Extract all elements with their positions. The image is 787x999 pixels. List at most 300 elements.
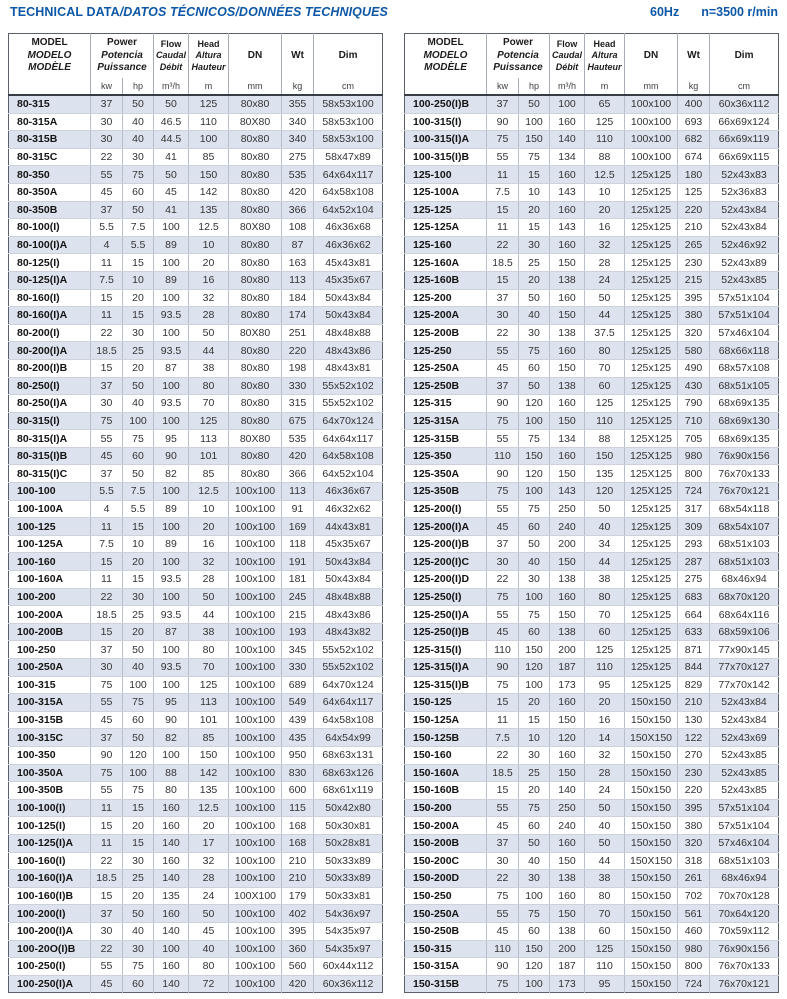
unit-head: m xyxy=(189,78,229,95)
table-row xyxy=(9,799,383,817)
wt-cell: 702 xyxy=(678,887,710,905)
dn-cell: 100x100 xyxy=(229,852,282,870)
table-row xyxy=(405,236,779,254)
dn-cell: 125x125 xyxy=(625,588,678,606)
wt-cell: 664 xyxy=(678,606,710,624)
head-cell: 10 xyxy=(189,236,229,254)
model-cell: 125-350B xyxy=(405,483,487,501)
hp-cell: 100 xyxy=(519,975,550,993)
table-row xyxy=(9,571,383,589)
dn-cell: 125x125 xyxy=(625,307,678,325)
head-cell: 24 xyxy=(585,271,625,289)
dn-cell: 125X125 xyxy=(625,447,678,465)
kw-cell: 45 xyxy=(91,183,123,201)
flow-cell: 41 xyxy=(154,148,189,166)
head-cell: 125 xyxy=(585,641,625,659)
wt-cell: 118 xyxy=(282,535,314,553)
wt-cell: 220 xyxy=(282,342,314,360)
dn-cell: 80x80 xyxy=(229,359,282,377)
dn-cell: 125x125 xyxy=(625,166,678,184)
model-cell: 80-315(I)B xyxy=(9,447,91,465)
dn-cell: 150x150 xyxy=(625,711,678,729)
dim-cell: 68x63x126 xyxy=(314,764,383,782)
head-cell: 88 xyxy=(585,430,625,448)
kw-cell: 55 xyxy=(91,782,123,800)
wt-cell: 287 xyxy=(678,553,710,571)
col-header-head: Head Altura Hauteur xyxy=(189,34,229,79)
dn-cell: 80x80 xyxy=(229,465,282,483)
head-cell: 70 xyxy=(189,659,229,677)
head-cell: 28 xyxy=(189,870,229,888)
table-body-right xyxy=(405,95,779,993)
hp-cell: 30 xyxy=(519,870,550,888)
flow-cell: 160 xyxy=(550,289,585,307)
table-row xyxy=(9,201,383,219)
model-cell: 80-315(I)A xyxy=(9,430,91,448)
dn-cell: 150x150 xyxy=(625,799,678,817)
head-cell: 135 xyxy=(585,465,625,483)
flow-cell: 200 xyxy=(550,940,585,958)
flow-cell: 134 xyxy=(550,430,585,448)
table-row xyxy=(405,377,779,395)
dn-cell: 150x150 xyxy=(625,746,678,764)
kw-cell: 22 xyxy=(91,148,123,166)
wt-cell: 535 xyxy=(282,430,314,448)
flow-cell: 150 xyxy=(550,711,585,729)
head-cell: 20 xyxy=(189,518,229,536)
head-cell: 20 xyxy=(189,254,229,272)
dn-cell: 80x80 xyxy=(229,148,282,166)
kw-cell: 18.5 xyxy=(91,606,123,624)
table-row xyxy=(9,166,383,184)
table-row xyxy=(405,887,779,905)
table-row xyxy=(405,782,779,800)
dn-cell: 125x125 xyxy=(625,324,678,342)
table-row xyxy=(9,219,383,237)
head-cell: 80 xyxy=(189,958,229,976)
head-cell: 142 xyxy=(189,764,229,782)
wt-cell: 230 xyxy=(678,254,710,272)
model-cell: 150-125 xyxy=(405,694,487,712)
hp-cell: 5.5 xyxy=(123,500,154,518)
flow-cell: 93.5 xyxy=(154,342,189,360)
table-row xyxy=(9,975,383,993)
wt-cell: 830 xyxy=(282,764,314,782)
model-cell: 100-350B xyxy=(9,782,91,800)
flow-cell: 100 xyxy=(154,676,189,694)
model-cell: 125-200B xyxy=(405,324,487,342)
dn-cell: 125x125 xyxy=(625,518,678,536)
dn-cell: 100X100 xyxy=(229,887,282,905)
wt-cell: 210 xyxy=(678,694,710,712)
hp-cell: 60 xyxy=(123,975,154,993)
head-cell: 32 xyxy=(189,852,229,870)
wt-cell: 275 xyxy=(678,571,710,589)
flow-cell: 143 xyxy=(550,219,585,237)
hp-cell: 100 xyxy=(123,676,154,694)
head-cell: 80 xyxy=(585,887,625,905)
model-cell: 150-200 xyxy=(405,799,487,817)
wt-cell: 439 xyxy=(282,711,314,729)
table-row xyxy=(9,254,383,272)
hp-cell: 75 xyxy=(519,905,550,923)
dim-cell: 66x69x115 xyxy=(710,148,779,166)
head-cell: 65 xyxy=(585,95,625,113)
dn-cell: 100x100 xyxy=(229,535,282,553)
head-cell: 44 xyxy=(585,553,625,571)
wt-cell: 220 xyxy=(678,201,710,219)
head-cell: 72 xyxy=(189,975,229,993)
hp-cell: 100 xyxy=(519,483,550,501)
dn-cell: 150X150 xyxy=(625,852,678,870)
dim-cell: 52x43x85 xyxy=(710,746,779,764)
kw-cell: 55 xyxy=(91,166,123,184)
model-cell: 80-315(I)C xyxy=(9,465,91,483)
model-cell: 100-250(I) xyxy=(9,958,91,976)
model-cell: 80-315B xyxy=(9,131,91,149)
hp-cell: 150 xyxy=(519,641,550,659)
table-row xyxy=(405,852,779,870)
flow-cell: 50 xyxy=(154,95,189,113)
dim-cell: 45x35x67 xyxy=(314,271,383,289)
dn-cell: 100x100 xyxy=(229,799,282,817)
dim-cell: 58x53x100 xyxy=(314,95,383,113)
kw-cell: 37 xyxy=(487,535,519,553)
kw-cell: 11 xyxy=(487,219,519,237)
model-cell: 80-250(I)A xyxy=(9,395,91,413)
dn-cell: 100x100 xyxy=(229,782,282,800)
flow-cell: 200 xyxy=(550,535,585,553)
hp-cell: 50 xyxy=(123,377,154,395)
dim-cell: 64x58x108 xyxy=(314,711,383,729)
model-cell: 100-125(I) xyxy=(9,817,91,835)
head-cell: 70 xyxy=(585,606,625,624)
table-row xyxy=(405,870,779,888)
dn-cell: 125x125 xyxy=(625,201,678,219)
dim-cell: 48x48x88 xyxy=(314,324,383,342)
col-header-flow: Flow Caudal Débit xyxy=(550,34,585,79)
head-cell: 28 xyxy=(585,764,625,782)
kw-cell: 55 xyxy=(91,694,123,712)
hp-cell: 50 xyxy=(123,905,154,923)
dn-cell: 80X80 xyxy=(229,430,282,448)
dn-cell: 150x150 xyxy=(625,694,678,712)
unit-wt: kg xyxy=(282,78,314,95)
model-cell: 100-200(I) xyxy=(9,905,91,923)
col-header-model: MODEL MODELO MODÈLE xyxy=(9,34,91,79)
kw-cell: 37 xyxy=(91,641,123,659)
dim-cell: 64x70x124 xyxy=(314,412,383,430)
kw-cell: 18.5 xyxy=(91,870,123,888)
dn-cell: 100x100 xyxy=(625,148,678,166)
model-cell: 150-315A xyxy=(405,958,487,976)
model-cell: 100-315(I)A xyxy=(405,131,487,149)
dn-cell: 80x80 xyxy=(229,271,282,289)
head-cell: 16 xyxy=(585,219,625,237)
model-cell: 80-125(I) xyxy=(9,254,91,272)
head-cell: 70 xyxy=(189,395,229,413)
head-cell: 24 xyxy=(189,887,229,905)
wt-cell: 122 xyxy=(678,729,710,747)
wt-cell: 682 xyxy=(678,131,710,149)
head-cell: 135 xyxy=(189,201,229,219)
dn-cell: 125x125 xyxy=(625,271,678,289)
hp-cell: 120 xyxy=(519,465,550,483)
dim-cell: 46x36x67 xyxy=(314,483,383,501)
model-cell: 125-160 xyxy=(405,236,487,254)
model-cell: 100-250 xyxy=(9,641,91,659)
head-cell: 44 xyxy=(189,606,229,624)
flow-cell: 160 xyxy=(154,852,189,870)
flow-cell: 150 xyxy=(550,606,585,624)
head-cell: 150 xyxy=(189,166,229,184)
dim-cell: 48x43x81 xyxy=(314,359,383,377)
flow-cell: 140 xyxy=(154,975,189,993)
table-row xyxy=(405,430,779,448)
table-row xyxy=(405,535,779,553)
kw-cell: 15 xyxy=(91,623,123,641)
flow-cell: 100 xyxy=(154,746,189,764)
flow-cell: 160 xyxy=(550,113,585,131)
head-cell: 113 xyxy=(189,430,229,448)
wt-cell: 163 xyxy=(282,254,314,272)
hp-cell: 25 xyxy=(123,870,154,888)
head-cell: 113 xyxy=(189,694,229,712)
flow-cell: 93.5 xyxy=(154,606,189,624)
hp-cell: 15 xyxy=(123,834,154,852)
hp-cell: 25 xyxy=(519,254,550,272)
flow-cell: 160 xyxy=(154,817,189,835)
dn-cell: 100x100 xyxy=(229,483,282,501)
dim-cell: 50x43x84 xyxy=(314,553,383,571)
flow-cell: 240 xyxy=(550,817,585,835)
dim-cell: 52x46x92 xyxy=(710,236,779,254)
head-cell: 38 xyxy=(189,623,229,641)
flow-cell: 100 xyxy=(154,588,189,606)
dn-cell: 100x100 xyxy=(625,131,678,149)
head-cell: 32 xyxy=(189,553,229,571)
dn-cell: 80x80 xyxy=(229,377,282,395)
wt-cell: 309 xyxy=(678,518,710,536)
dim-cell: 46x36x68 xyxy=(314,219,383,237)
wt-cell: 168 xyxy=(282,817,314,835)
dim-cell: 68x70x120 xyxy=(710,588,779,606)
flow-cell: 100 xyxy=(550,95,585,113)
wt-cell: 317 xyxy=(678,500,710,518)
kw-cell: 30 xyxy=(487,852,519,870)
wt-cell: 395 xyxy=(678,799,710,817)
flow-cell: 138 xyxy=(550,623,585,641)
kw-cell: 55 xyxy=(91,430,123,448)
kw-cell: 55 xyxy=(487,430,519,448)
table-row xyxy=(405,606,779,624)
model-cell: 125-315B xyxy=(405,430,487,448)
kw-cell: 15 xyxy=(487,782,519,800)
kw-cell: 45 xyxy=(91,975,123,993)
dn-cell: 100x100 xyxy=(229,500,282,518)
dim-cell: 50x43x84 xyxy=(314,307,383,325)
dn-cell: 100x100 xyxy=(229,641,282,659)
dn-cell: 100x100 xyxy=(229,623,282,641)
flow-cell: 140 xyxy=(550,131,585,149)
table-row xyxy=(9,183,383,201)
wt-cell: 340 xyxy=(282,131,314,149)
dim-cell: 48x48x88 xyxy=(314,588,383,606)
kw-cell: 75 xyxy=(487,975,519,993)
head-cell: 20 xyxy=(189,817,229,835)
flow-cell: 138 xyxy=(550,271,585,289)
kw-cell: 90 xyxy=(487,659,519,677)
head-cell: 12.5 xyxy=(189,799,229,817)
hp-cell: 30 xyxy=(123,852,154,870)
table-row xyxy=(405,95,779,113)
table-row xyxy=(405,518,779,536)
dim-cell: 48x43x86 xyxy=(314,342,383,360)
table-row xyxy=(9,447,383,465)
dim-cell: 76x70x121 xyxy=(710,483,779,501)
wt-cell: 600 xyxy=(282,782,314,800)
flow-cell: 160 xyxy=(550,746,585,764)
table-row xyxy=(9,782,383,800)
dim-cell: 57x51x104 xyxy=(710,289,779,307)
table-row xyxy=(405,447,779,465)
dn-cell: 125X125 xyxy=(625,483,678,501)
kw-cell: 55 xyxy=(487,905,519,923)
wt-cell: 535 xyxy=(282,166,314,184)
hp-cell: 40 xyxy=(519,307,550,325)
dim-cell: 60x36x112 xyxy=(322,977,374,990)
kw-cell: 55 xyxy=(487,148,519,166)
dn-cell: 80x80 xyxy=(229,201,282,219)
dim-cell: 52x43x85 xyxy=(710,782,779,800)
model-cell: 125-200(I) xyxy=(405,500,487,518)
model-cell: 80-125(I)A xyxy=(9,271,91,289)
wt-cell: 215 xyxy=(282,606,314,624)
model-cell: 100-200A xyxy=(9,606,91,624)
dn-cell: 100x100 xyxy=(229,922,282,940)
hp-cell: 15 xyxy=(123,571,154,589)
dn-cell: 80x80 xyxy=(229,183,282,201)
model-cell: 100-250A xyxy=(9,659,91,677)
hp-cell: 60 xyxy=(123,711,154,729)
dn-cell: 80X80 xyxy=(229,219,282,237)
hp-cell: 75 xyxy=(519,500,550,518)
kw-cell: 22 xyxy=(487,236,519,254)
dn-cell: 100x100 xyxy=(229,764,282,782)
wt-cell: 395 xyxy=(282,922,314,940)
wt-cell: 270 xyxy=(678,746,710,764)
unit-kw: kw xyxy=(91,78,123,95)
dim-cell: 50x30x81 xyxy=(314,817,383,835)
dn-cell: 100x100 xyxy=(229,746,282,764)
col-header-head: Head Altura Hauteur xyxy=(585,34,625,79)
wt-cell: 174 xyxy=(282,307,314,325)
kw-cell: 11 xyxy=(487,166,519,184)
model-cell: 125-250 xyxy=(405,342,487,360)
hp-cell: 100 xyxy=(519,113,550,131)
dn-cell: 100x100 xyxy=(229,817,282,835)
flow-cell: 160 xyxy=(550,588,585,606)
wt-cell: 108 xyxy=(282,219,314,237)
kw-cell: 11 xyxy=(91,307,123,325)
flow-cell: 173 xyxy=(550,975,585,993)
dn-cell: 125x125 xyxy=(625,377,678,395)
table-row xyxy=(405,183,779,201)
hp-cell: 60 xyxy=(519,518,550,536)
wt-cell: 800 xyxy=(678,958,710,976)
model-cell: 100-100 xyxy=(9,483,91,501)
flow-cell: 93.5 xyxy=(154,571,189,589)
table-row xyxy=(405,958,779,976)
kw-cell: 30 xyxy=(91,113,123,131)
hp-cell: 25 xyxy=(519,764,550,782)
wt-cell: 251 xyxy=(282,324,314,342)
dim-cell: 68x51x105 xyxy=(710,377,779,395)
kw-cell: 45 xyxy=(487,817,519,835)
model-cell: 150-200A xyxy=(405,817,487,835)
kw-cell: 30 xyxy=(91,395,123,413)
dim-cell: 52x43x84 xyxy=(710,219,779,237)
wt-cell: 198 xyxy=(282,359,314,377)
head-cell: 28 xyxy=(585,254,625,272)
wt-cell: 265 xyxy=(678,236,710,254)
kw-cell: 90 xyxy=(91,746,123,764)
hp-cell: 15 xyxy=(123,254,154,272)
flow-cell: 150 xyxy=(550,254,585,272)
flow-cell: 150 xyxy=(550,553,585,571)
table-row xyxy=(405,166,779,184)
hp-cell: 10 xyxy=(519,729,550,747)
head-cell: 125 xyxy=(585,940,625,958)
dim-cell: 66x69x119 xyxy=(710,131,779,149)
wt-cell: 380 xyxy=(678,817,710,835)
kw-cell: 37 xyxy=(487,289,519,307)
wt-cell: 181 xyxy=(282,571,314,589)
model-cell: 125-315(I)B xyxy=(405,676,487,694)
flow-cell: 135 xyxy=(154,887,189,905)
table-body-left xyxy=(9,95,383,993)
unit-dim: cm xyxy=(314,78,383,95)
flow-cell: 100 xyxy=(154,412,189,430)
dim-cell: 48x43x82 xyxy=(314,623,383,641)
head-cell: 40 xyxy=(189,940,229,958)
head-cell: 95 xyxy=(585,975,625,993)
kw-cell: 7.5 xyxy=(487,729,519,747)
model-cell: 100-160(I)B xyxy=(9,887,91,905)
table-row xyxy=(405,623,779,641)
flow-cell: 100 xyxy=(154,553,189,571)
head-cell: 16 xyxy=(189,271,229,289)
wt-cell: 430 xyxy=(678,377,710,395)
table-header xyxy=(9,34,383,96)
wt-cell: 402 xyxy=(282,905,314,923)
model-cell: 125-250(I)A xyxy=(405,606,487,624)
table-row xyxy=(9,483,383,501)
table-header xyxy=(405,34,779,96)
hp-cell: 75 xyxy=(123,958,154,976)
hp-cell: 30 xyxy=(123,324,154,342)
dim-cell: 57x51x104 xyxy=(710,817,779,835)
model-cell: 125-250A xyxy=(405,359,487,377)
kw-cell: 7.5 xyxy=(91,535,123,553)
model-cell: 125-315(I) xyxy=(405,641,487,659)
flow-cell: 160 xyxy=(154,958,189,976)
flow-cell: 138 xyxy=(550,922,585,940)
dn-cell: 125x125 xyxy=(625,500,678,518)
dn-cell: 125x125 xyxy=(625,571,678,589)
hp-cell: 15 xyxy=(519,711,550,729)
head-cell: 28 xyxy=(189,307,229,325)
